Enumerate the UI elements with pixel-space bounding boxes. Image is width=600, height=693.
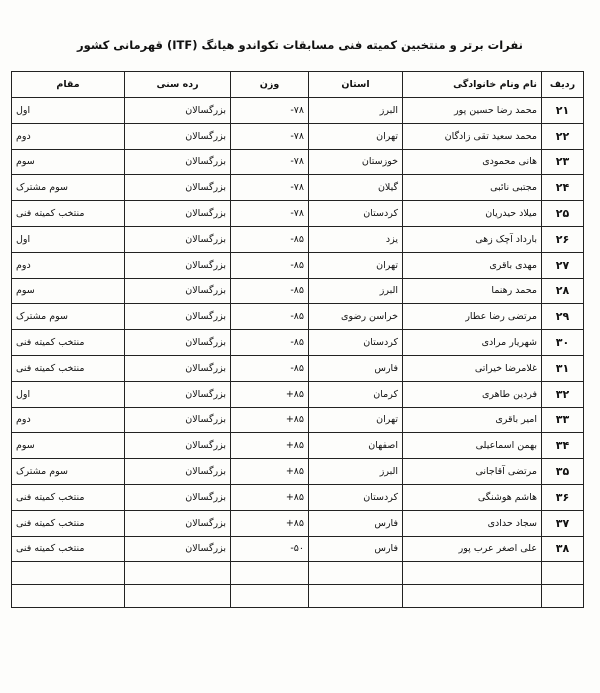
cell-rank: منتخب کمیته فنی [12,201,125,227]
cell-name: مجتبی نائبی [403,175,542,201]
table-row [12,536,584,562]
table-row [12,355,584,381]
cell-province: فارس [309,355,403,381]
cell-province: کردستان [309,330,403,356]
cell-name: امیر باقری [403,407,542,433]
cell-rank: اول [12,381,125,407]
cell-radif: ۳۱ [542,355,584,381]
table-row [12,175,584,201]
cell-age-group: بزرگسالان [125,175,231,201]
cell-rank: اول [12,98,125,124]
cell-weight: -۷۸ [231,149,309,175]
cell-radif: ۳۶ [542,484,584,510]
cell-name-empty [403,562,542,585]
cell-rank: اول [12,226,125,252]
cell-rank: سوم مشترک [12,175,125,201]
cell-name: محمد سعید تقی زادگان [403,123,542,149]
cell-weight: -۸۵ [231,355,309,381]
cell-province: تهران [309,252,403,278]
cell-radif: ۲۲ [542,123,584,149]
cell-radif: ۳۷ [542,510,584,536]
cell-age-group: بزرگسالان [125,510,231,536]
cell-weight: +۸۵ [231,433,309,459]
table-row [12,330,584,356]
cell-name: هاشم هوشنگی [403,484,542,510]
cell-rank: دوم [12,407,125,433]
table-row [12,252,584,278]
cell-rank: منتخب کمیته فنی [12,484,125,510]
cell-province: البرز [309,98,403,124]
cell-weight: -۷۸ [231,201,309,227]
cell-weight: -۸۵ [231,226,309,252]
cell-name: محمد رضا حسین پور [403,98,542,124]
cell-radif: ۲۳ [542,149,584,175]
cell-radif: ۳۸ [542,536,584,562]
cell-name: شهریار مرادی [403,330,542,356]
cell-rank: سوم [12,433,125,459]
cell-name: غلامرضا خیراتی [403,355,542,381]
cell-province: خوزستان [309,149,403,175]
cell-age-group: بزرگسالان [125,484,231,510]
results-table [11,71,584,608]
cell-weight: +۸۵ [231,459,309,485]
cell-name: هانی محمودی [403,149,542,175]
cell-name: بهمن اسماعیلی [403,433,542,459]
cell-radif: ۳۴ [542,433,584,459]
cell-province: کردستان [309,484,403,510]
cell-rank: سوم مشترک [12,304,125,330]
cell-radif: ۲۴ [542,175,584,201]
cell-weight: -۸۵ [231,304,309,330]
cell-province: خراسن رضوی [309,304,403,330]
empty-table-row [12,562,584,585]
cell-radif-empty [542,585,584,608]
cell-rank: منتخب کمیته فنی [12,510,125,536]
cell-province: تهران [309,407,403,433]
header-age-group: رده سنی [125,72,231,98]
cell-weight: -۵۰ [231,536,309,562]
cell-province: فارس [309,510,403,536]
header-rank: مقام [12,72,125,98]
cell-radif: ۲۶ [542,226,584,252]
cell-age-group: بزرگسالان [125,330,231,356]
table-row [12,278,584,304]
cell-province-empty [309,585,403,608]
cell-name: محمد رهنما [403,278,542,304]
cell-weight: -۷۸ [231,123,309,149]
cell-radif: ۲۹ [542,304,584,330]
cell-province: فارس [309,536,403,562]
cell-age-group: بزرگسالان [125,381,231,407]
cell-age-group-empty [125,562,231,585]
cell-rank: دوم [12,252,125,278]
cell-weight: +۸۵ [231,510,309,536]
cell-province: اصفهان [309,433,403,459]
cell-age-group-empty [125,585,231,608]
cell-weight-empty [231,585,309,608]
document-title: نفرات برتر و منتخبین کمیته فنی مسابقات تکواندو هیانگ (ITF) قهرمانی کشور [77,38,523,52]
cell-age-group: بزرگسالان [125,123,231,149]
cell-province-empty [309,562,403,585]
cell-radif: ۳۵ [542,459,584,485]
cell-radif: ۲۸ [542,278,584,304]
cell-radif: ۳۳ [542,407,584,433]
table-body [12,98,584,608]
cell-name: بارداد آچک زهی [403,226,542,252]
cell-weight: +۸۵ [231,381,309,407]
cell-radif: ۲۱ [542,98,584,124]
empty-table-row [12,585,584,608]
cell-rank: منتخب کمیته فنی [12,330,125,356]
table-row [12,226,584,252]
cell-age-group: بزرگسالان [125,459,231,485]
cell-age-group: بزرگسالان [125,149,231,175]
cell-rank: سوم [12,149,125,175]
table-row [12,433,584,459]
cell-radif-empty [542,562,584,585]
table-row [12,123,584,149]
cell-radif: ۲۵ [542,201,584,227]
cell-weight: +۸۵ [231,484,309,510]
table-row [12,381,584,407]
table-row [12,201,584,227]
cell-radif: ۳۲ [542,381,584,407]
header-province: استان [309,72,403,98]
cell-radif: ۳۰ [542,330,584,356]
cell-province: تهران [309,123,403,149]
cell-rank: منتخب کمیته فنی [12,355,125,381]
cell-province: البرز [309,278,403,304]
cell-province: گیلان [309,175,403,201]
table-row [12,459,584,485]
cell-weight-empty [231,562,309,585]
cell-weight: -۸۵ [231,330,309,356]
table-row [12,149,584,175]
cell-rank: سوم مشترک [12,459,125,485]
cell-age-group: بزرگسالان [125,98,231,124]
cell-rank: منتخب کمیته فنی [12,536,125,562]
cell-name: مهدی باقری [403,252,542,278]
cell-province: البرز [309,459,403,485]
table-row [12,484,584,510]
cell-rank: دوم [12,123,125,149]
cell-age-group: بزرگسالان [125,355,231,381]
cell-age-group: بزرگسالان [125,278,231,304]
cell-name: سجاد حدادی [403,510,542,536]
cell-province: یزد [309,226,403,252]
cell-radif: ۲۷ [542,252,584,278]
cell-rank-empty [12,585,125,608]
cell-age-group: بزرگسالان [125,226,231,252]
cell-province: کرمان [309,381,403,407]
cell-name: مرتضی رضا عطار [403,304,542,330]
cell-name: فردین طاهری [403,381,542,407]
table-row [12,98,584,124]
cell-rank-empty [12,562,125,585]
cell-age-group: بزرگسالان [125,201,231,227]
cell-age-group: بزرگسالان [125,433,231,459]
cell-weight: -۸۵ [231,278,309,304]
table-row [12,407,584,433]
cell-weight: -۷۸ [231,175,309,201]
cell-name-empty [403,585,542,608]
cell-name: میلاد حیدریان [403,201,542,227]
cell-age-group: بزرگسالان [125,304,231,330]
header-name: نام ونام خانوادگی [403,72,542,98]
table-header-row [12,72,584,98]
cell-weight: -۸۵ [231,252,309,278]
cell-age-group: بزرگسالان [125,536,231,562]
cell-name: مرتضی آقاجانی [403,459,542,485]
cell-province: کردستان [309,201,403,227]
header-radif: ردیف [542,72,584,98]
header-weight: وزن [231,72,309,98]
cell-age-group: بزرگسالان [125,407,231,433]
table-row [12,510,584,536]
cell-weight: -۷۸ [231,98,309,124]
cell-name: علی اصغر عرب پور [403,536,542,562]
cell-rank: سوم [12,278,125,304]
table-row [12,304,584,330]
cell-weight: +۸۵ [231,407,309,433]
cell-age-group: بزرگسالان [125,252,231,278]
